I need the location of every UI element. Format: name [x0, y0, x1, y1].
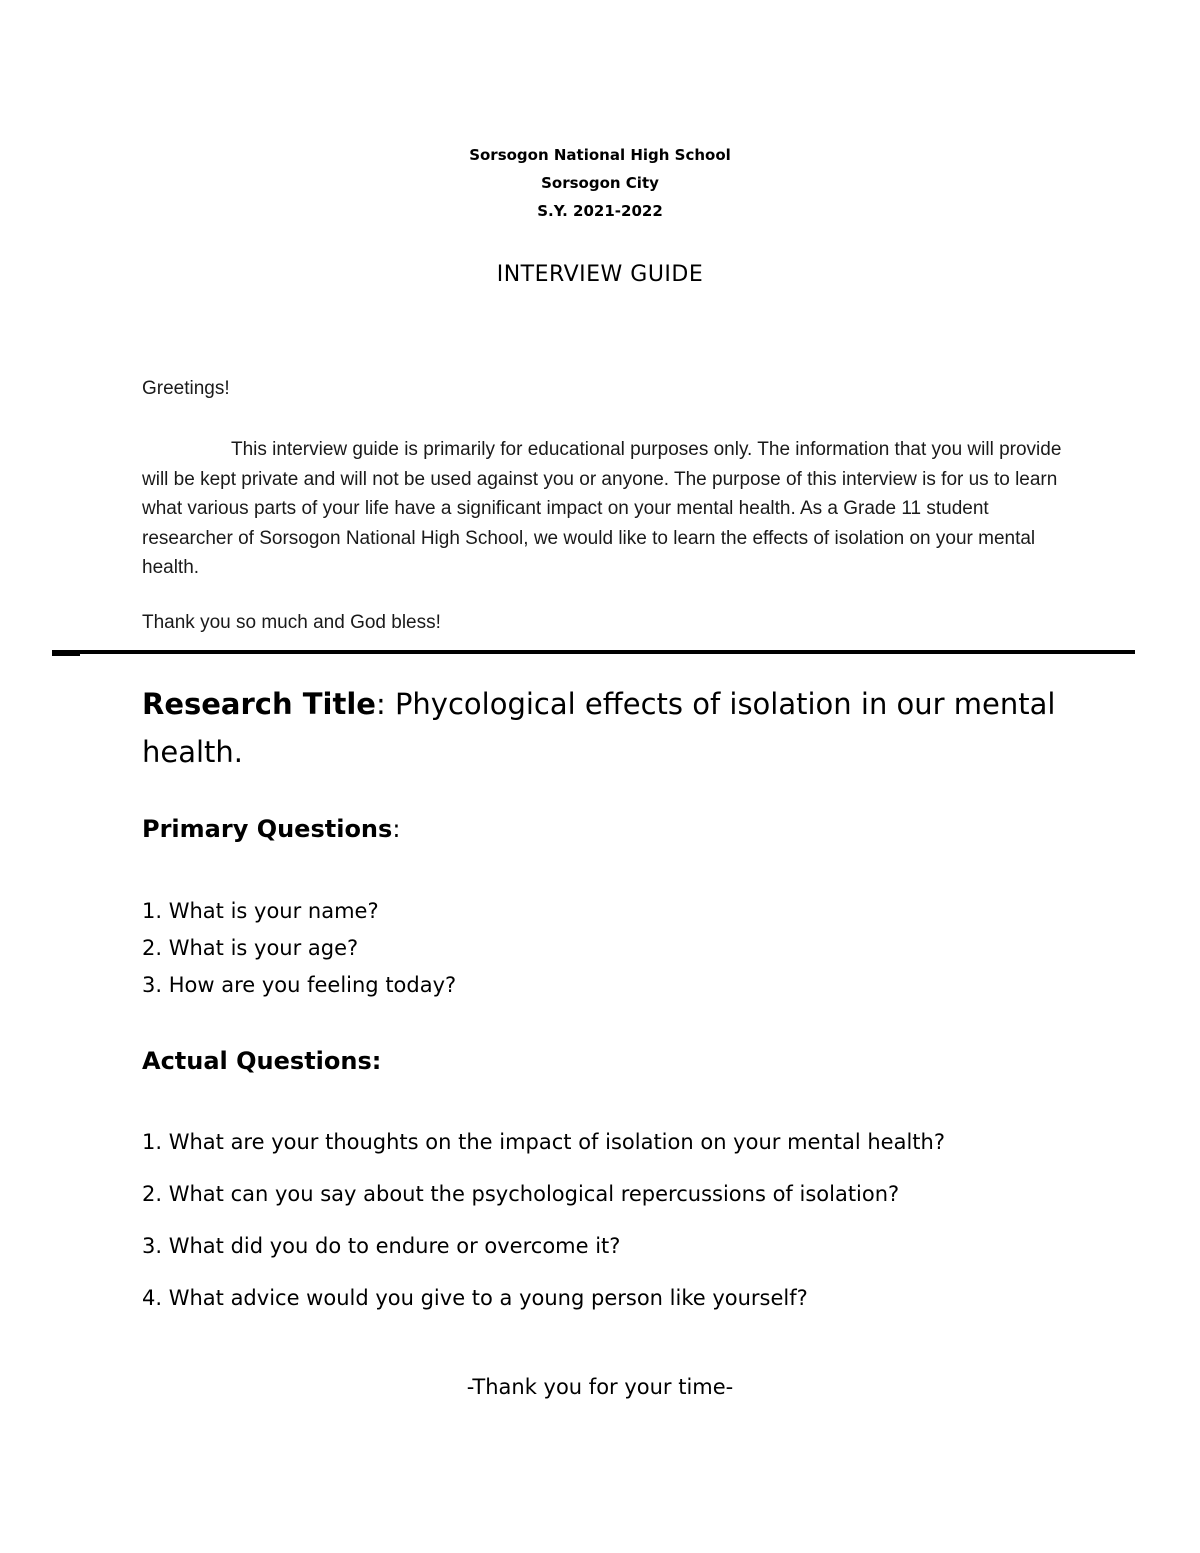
primary-question: 2. What is your age? — [142, 936, 359, 960]
school-name: Sorsogon National High School — [469, 146, 731, 164]
school-city: Sorsogon City — [541, 174, 659, 192]
actual-question: 4. What advice would you give to a young person like yourself? — [142, 1286, 808, 1310]
research-title-label: Research Title — [142, 687, 376, 721]
primary-heading-colon: : — [392, 815, 401, 843]
actual-questions-heading: Actual Questions: — [142, 1047, 382, 1075]
research-title — [142, 680, 1102, 776]
research-title-text: Phycological effects of isolation in our mental health. — [142, 687, 1056, 769]
school-header — [0, 141, 1200, 225]
actual-question: 2. What can you say about the psychological repercussions of isolation? — [142, 1182, 900, 1206]
intro-paragraph: This interview guide is primarily for educational purposes only. The information that you will provide will be kept private and will not be used against you or anyone. The purpose of this interview is for us to learn what various parts of your life have a significant impact on your mental health. As a Grade 11 student researcher of Sorsogon National High School, we would like to learn the effects of isolation on your mental health. — [142, 439, 1062, 579]
greeting-text: Greetings! — [142, 378, 230, 399]
school-year: S.Y. 2021-2022 — [537, 202, 663, 220]
primary-questions-heading — [142, 815, 1102, 843]
actual-question: 3. What did you do to endure or overcome it? — [142, 1234, 621, 1258]
actual-question: 1. What are your thoughts on the impact of isolation on your mental health? — [142, 1130, 945, 1154]
section-divider-accent — [52, 653, 80, 656]
primary-question: 1. What is your name? — [142, 899, 379, 923]
research-title-colon: : — [375, 687, 395, 721]
document-title: INTERVIEW GUIDE — [496, 262, 704, 287]
primary-questions-heading-text: Primary Questions — [142, 815, 393, 843]
section-divider — [52, 650, 1135, 654]
actual-questions-list — [142, 1128, 1102, 1336]
closing-text: -Thank you for your time- — [466, 1375, 734, 1399]
thanks-text: Thank you so much and God bless! — [142, 612, 441, 633]
primary-question: 3. How are you feeling today? — [142, 973, 457, 997]
primary-questions-list — [142, 897, 1102, 1008]
